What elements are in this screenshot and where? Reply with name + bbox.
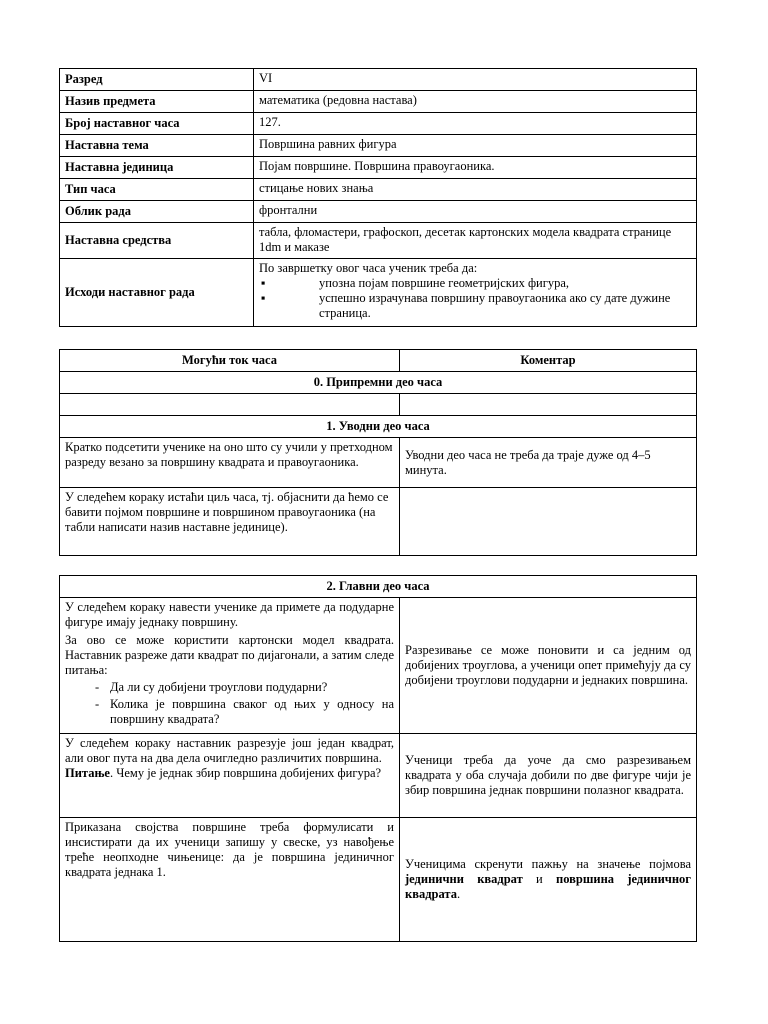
main-comment-3 <box>400 818 697 942</box>
main-step-1 <box>60 598 400 734</box>
comment-text: . <box>456 887 461 901</box>
section-main: 2. Главни део часа <box>60 576 697 598</box>
value-subject: математика (редовна настава) <box>254 91 697 113</box>
paragraph: У следећем кораку наставник разрезује још један квадрат, али овог пута на два дела очигледно различитих површина. <box>65 736 394 765</box>
label-outcomes: Исходи наставног рада <box>60 259 254 327</box>
term-unit-square: јединични квадрат <box>405 872 523 886</box>
table-row <box>60 350 697 372</box>
list-item: - Колика је површина сваког од њих у односу на површину квадрата? <box>65 697 394 727</box>
table-row <box>60 372 697 394</box>
lesson-flow-table <box>59 349 697 556</box>
table-row <box>60 394 697 416</box>
value-lesson-number: 127. <box>254 113 697 135</box>
comment-text: Ученицима скренути пажњу на значење појмова <box>405 857 691 871</box>
table-row <box>60 488 697 556</box>
table-row <box>60 113 697 135</box>
main-comment-2: Ученици треба да уоче да смо разрезивањем квадрата у оба случаја добили по две фигуре чији је збир површина једнак површини полазног квадрата. <box>400 734 697 818</box>
label-subject: Назив предмета <box>60 91 254 113</box>
empty-cell <box>400 394 697 416</box>
outcomes-list <box>259 276 691 321</box>
label-lesson-number: Број наставног часа <box>60 113 254 135</box>
paragraph <box>65 766 394 781</box>
empty-cell <box>400 488 697 556</box>
value-work-form: фронтални <box>254 201 697 223</box>
intro-step-2: У следећем кораку истаћи циљ часа, тј. објаснити да ћемо се бавити појмом површине и површином правоугаоника (на табли написати назив наставне јединице). <box>60 488 400 556</box>
table-row <box>60 135 697 157</box>
list-item: ▪ упозна појам површине геометријских фигура, <box>259 276 691 291</box>
table-row <box>60 734 697 818</box>
table-row <box>60 598 697 734</box>
label-topic: Наставна тема <box>60 135 254 157</box>
table-row <box>60 157 697 179</box>
label-grade: Разред <box>60 69 254 91</box>
main-step-2 <box>60 734 400 818</box>
comment-text: и <box>522 872 556 886</box>
table-row <box>60 201 697 223</box>
label-teaching-aids: Наставна средства <box>60 223 254 259</box>
value-grade: VI <box>254 69 697 91</box>
label-unit: Наставна јединица <box>60 157 254 179</box>
label-lesson-type: Тип часа <box>60 179 254 201</box>
list-item: - Да ли су добијени троуглови подударни? <box>65 680 394 695</box>
list-item: ▪ успешно израчунава површину правоугаоника ако су дате дужине страница. <box>259 291 691 321</box>
table-row <box>60 91 697 113</box>
term-unit-square-area: површина јединичног квадрата <box>405 872 691 901</box>
value-unit: Појам површине. Површина правоугаоника. <box>254 157 697 179</box>
table-row <box>60 69 697 91</box>
value-topic: Површина равних фигура <box>254 135 697 157</box>
table-row <box>60 259 697 327</box>
column-header-flow: Могући ток часа <box>60 350 400 372</box>
main-comment-1: Разрезивање се може поновити и са једним од добијених троуглова, а ученици опет примећују да су добијени троуглови подударни и једнаких површина. <box>400 598 697 734</box>
value-outcomes <box>254 259 697 327</box>
table-row <box>60 818 697 942</box>
question-label: Питање <box>65 766 110 780</box>
question-text: . Чему је једнак збир површина добијених фигура? <box>109 766 382 780</box>
table-row <box>60 576 697 598</box>
section-introductory: 1. Уводни део часа <box>60 416 697 438</box>
intro-comment-1: Уводни део часа не треба да траје дуже од 4–5 минута. <box>400 438 697 488</box>
section-preparatory: 0. Припремни део часа <box>60 372 697 394</box>
paragraph: За ово се може користити картонски модел квадрата. Наставник разреже дати квадрат по дијагонали, а затим следе питања: <box>65 633 394 677</box>
column-header-comment: Коментар <box>400 350 697 372</box>
table-row <box>60 438 697 488</box>
lesson-info-table <box>59 68 697 327</box>
label-work-form: Облик рада <box>60 201 254 223</box>
outcomes-intro: По завршетку овог часа ученик треба да: <box>259 261 478 275</box>
value-teaching-aids: табла, фломастери, графоскоп, десетак картонских модела квадрата странице 1dm и маказе <box>254 223 697 259</box>
main-part-table <box>59 575 697 942</box>
empty-cell <box>60 394 400 416</box>
value-lesson-type: стицање нових знања <box>254 179 697 201</box>
table-row <box>60 223 697 259</box>
main-step-3: Приказана својства површине треба формулисати и инсистирати да их ученици запишу у свеске, уз навођење треће неопходне чињенице: да је површина јединичног квадрата једнака 1. <box>60 818 400 942</box>
paragraph: У следећем кораку навести ученике да примете да подударне фигуре имају једнаку површину. <box>65 600 394 629</box>
intro-step-1: Кратко подсетити ученике на оно што су учили у претходном разреду везано за површину квадрата и правоугаоника. <box>60 438 400 488</box>
question-list <box>65 680 394 727</box>
table-row <box>60 416 697 438</box>
table-row <box>60 179 697 201</box>
